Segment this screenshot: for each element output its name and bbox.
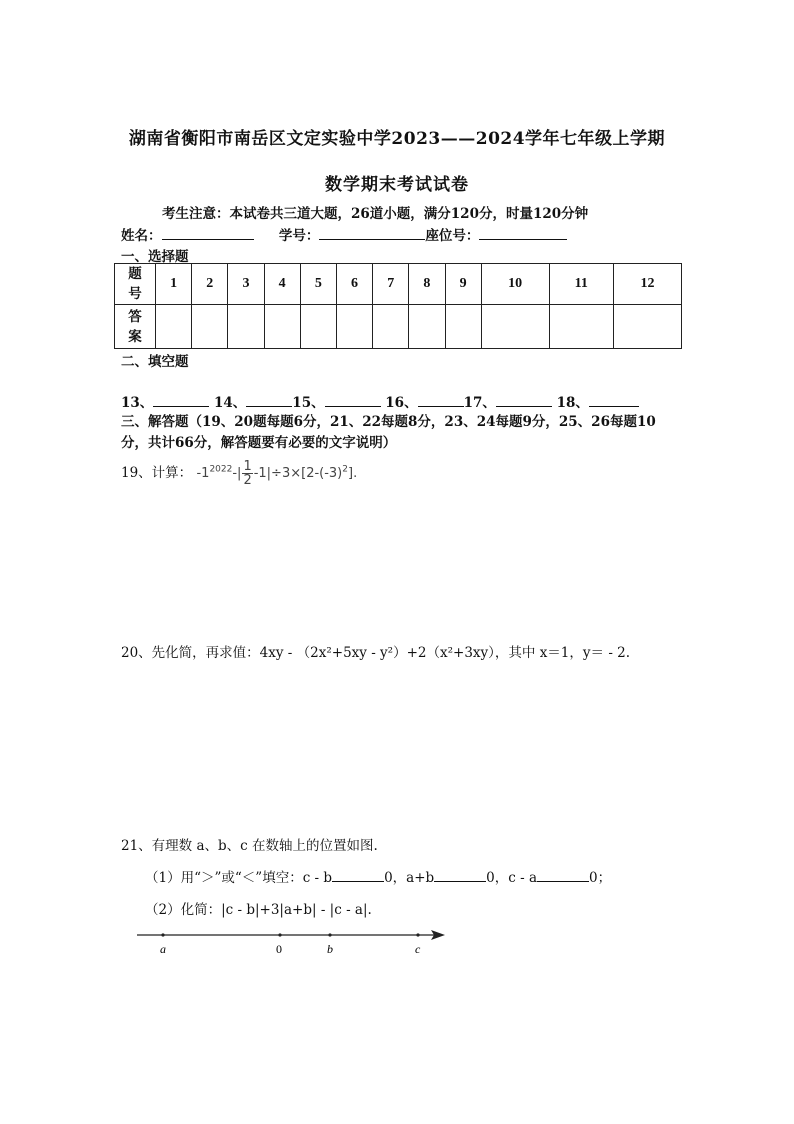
answer-cell[interactable] — [373, 305, 409, 349]
question-number-cell: 3 — [228, 264, 264, 305]
row-header-answer: 答 案 — [115, 305, 156, 349]
question-21-stem: 21、有理数 a、b、c 在数轴上的位置如图. — [121, 838, 378, 854]
seat-label: 座位号： — [425, 228, 480, 244]
answer-cell[interactable] — [156, 305, 192, 349]
student-id-label: 学号： — [278, 228, 320, 244]
answer-cell[interactable] — [336, 305, 372, 349]
label-a: a — [160, 942, 166, 956]
question-number-cell: 6 — [336, 264, 372, 305]
student-info-line — [121, 224, 567, 244]
answer-table-answer-row — [115, 305, 682, 349]
number-line — [135, 925, 455, 959]
label-b: b — [327, 942, 333, 956]
answer-cell[interactable] — [549, 305, 613, 349]
question-number-cell: 8 — [409, 264, 445, 305]
q16-label: 16、 — [380, 395, 418, 411]
point-zero — [278, 933, 281, 936]
point-b — [328, 933, 331, 936]
answer-cell[interactable] — [445, 305, 481, 349]
q14-label: 14、 — [209, 395, 247, 411]
answer-table — [114, 263, 682, 349]
answer-cell[interactable] — [192, 305, 228, 349]
question-number-cell: 1 — [156, 264, 192, 305]
seat-field[interactable] — [479, 225, 567, 240]
row-header-number: 题 号 — [115, 264, 156, 305]
q19-label: 19、计算： — [121, 465, 193, 481]
q18-label: 18、 — [551, 395, 589, 411]
q19-expression: $-1^{2022}-|$ $\frac{1}{2}$ $-1|\div 3\times[2-(-3)^2]$. — [196, 459, 358, 488]
exam-title-line2: 数学期末考试试卷 — [325, 175, 469, 195]
student-id-field[interactable] — [319, 225, 425, 240]
answer-cell[interactable] — [300, 305, 336, 349]
fraction-one-half: $\frac{1}{2}$ — [243, 459, 252, 488]
exam-title-line1: 湖南省衡阳市南岳区文定实验中学2023——2024学年七年级上学期 — [128, 129, 666, 149]
question-number-cell: 4 — [264, 264, 300, 305]
point-c — [416, 933, 419, 936]
question-number-cell: 7 — [373, 264, 409, 305]
question-20: 20、先化简，再求值：4xy - （2x²+5xy - y²）+2（x²+3xy），其中 x＝1，y＝ - 2. — [121, 645, 631, 661]
question-21-part1: （1）用“＞”或“＜”填空：c - b 0，a+b 0，c - a 0； — [145, 866, 611, 886]
section3-title: 三、解答题（19、20题每题6分，21、22每题8分，23、24每题9分，25、26每题10分，共计66分，解答题要有必要的文字说明） — [121, 414, 656, 451]
section1-title: 一、选择题 — [121, 249, 189, 265]
fill-blank-line — [121, 391, 639, 411]
q13-label: 13、 — [121, 395, 154, 411]
exam-notice: 考生注意：本试卷共三道大题，26道小题，满分120分，时量120分钟 — [162, 206, 589, 222]
q17-blank[interactable] — [496, 392, 552, 407]
name-label: 姓名： — [121, 228, 162, 244]
question-number-cell: 5 — [300, 264, 336, 305]
answer-cell[interactable] — [409, 305, 445, 349]
point-a — [161, 933, 164, 936]
question-number-cell: 12 — [613, 264, 681, 305]
name-field[interactable] — [162, 225, 254, 240]
label-zero: 0 — [276, 942, 282, 956]
q14-blank[interactable] — [246, 392, 292, 407]
q17-label: 17、 — [463, 395, 496, 411]
q21-blank-3[interactable] — [537, 867, 589, 882]
answer-cell[interactable] — [228, 305, 264, 349]
label-c: c — [415, 942, 421, 956]
question-19 — [121, 460, 357, 487]
answer-table-number-row — [115, 264, 682, 305]
answer-cell[interactable] — [481, 305, 549, 349]
question-21-part2: （2）化简：|c - b|+3|a+b| - |c - a|. — [145, 902, 372, 918]
q15-blank[interactable] — [325, 392, 381, 407]
q21-blank-2[interactable] — [434, 867, 486, 882]
q13-blank[interactable] — [153, 392, 209, 407]
q21-blank-1[interactable] — [332, 867, 384, 882]
question-number-cell: 9 — [445, 264, 481, 305]
answer-cell[interactable] — [264, 305, 300, 349]
q16-blank[interactable] — [418, 392, 464, 407]
q15-label: 15、 — [292, 395, 325, 411]
section2-title: 二、填空题 — [121, 354, 189, 370]
question-number-cell: 11 — [549, 264, 613, 305]
question-number-cell: 2 — [192, 264, 228, 305]
question-number-cell: 10 — [481, 264, 549, 305]
answer-cell[interactable] — [613, 305, 681, 349]
q18-blank[interactable] — [589, 392, 639, 407]
